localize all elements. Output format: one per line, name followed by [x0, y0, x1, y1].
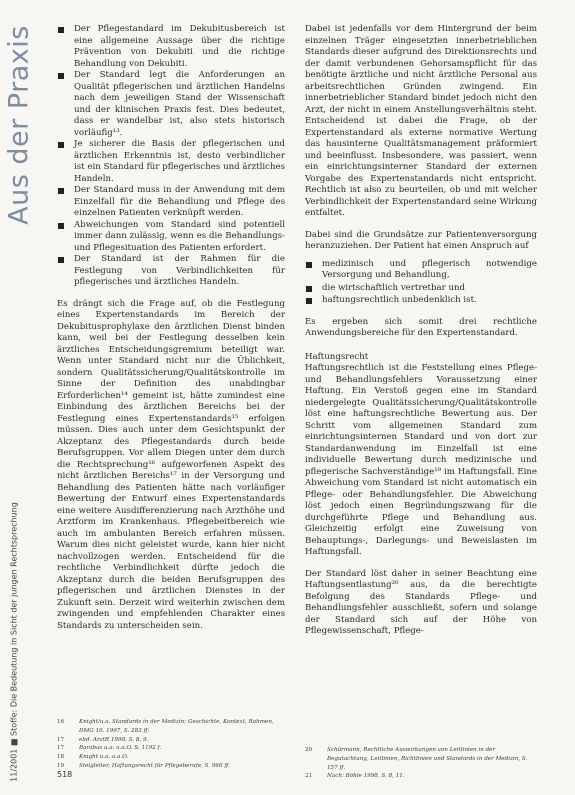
left-footnotes — [57, 718, 285, 771]
body-paragraph: Es ergeben sich somit drei rechtliche Anwendungsbereiche für den Expertenstandard. — [305, 316, 537, 338]
list-item: Der Standard ist der Rahmen für die Festlegung von Verbindlichkeiten für pflegerisches und ärztliches Handeln. — [57, 254, 285, 289]
list-item: haftungsrechtlich unbedenklich ist. — [305, 295, 537, 307]
list-item: medizinisch und pflegerisch notwendige Versorgung und Behandlung, — [305, 259, 537, 282]
left-bullet-list — [57, 24, 285, 289]
section-side-title — [2, 25, 36, 225]
right-bullet-list — [305, 259, 537, 307]
footnote: 16 Knight/u.a. Standards in der Medizin: Geschichte, Kontext, Rahmen, DMG 10. 1997, S. 283 ff. — [57, 719, 274, 734]
footnote: 20 Schürmann, Rechtliche Auswirkungen von Leitlinien in der Begutachtung, Leitlinien, Richtlinien und Standards in der Medizin, S. 157 ff. — [305, 747, 528, 771]
right-column — [305, 24, 537, 638]
list-item: Der Standard legt die Anforderungen an Qualität pflegerischen und ärztlichen Handelns nach dem jeweiligen Stand der Wissenschaft und der klinischen Praxis fest. Dies bedeutet, dass er wandelbar ist, also stets historisch vorläufig¹³. — [57, 70, 285, 139]
list-item: die wirtschaftlich vertretbar und — [305, 283, 537, 295]
list-item: Je sicherer die Basis der pflegerischen und ärztlichen Erkenntnis ist, desto verbindlicher ist ein Standard für pflegerisches und ärztliches Handeln. — [57, 139, 285, 185]
footnote: 17 Barabas u.a. a.a.O. S. 1192 f. — [57, 745, 162, 752]
left-column — [57, 24, 285, 632]
right-footnotes — [305, 746, 537, 781]
body-paragraph: Es drängt sich die Frage auf, ob die Festlegung eines Expertenstandards im Bereich der Dekubitusprophylaxe den ärztlichen Dienst binden kann, weil bei der Festlegung desselben kein ärztliches Entscheidungsgremium beteiligt war. Wenn unter Standard nicht nur die Üblichkeit, sondern Qualitätssicherung/Qualitätskontrolle im Sinne der Definition des unabdingbar Erforderlichen¹⁴ gemeint ist, hätte zumindest eine Einbindung des ärztlichen Bereichs bei der Festlegung eines Expertenstandards¹⁵ erfolgen müssen. Dies auch unter dem Gesichtspunkt der Akzeptanz des Pflegestandards durch beide Berufsgruppen. Vor allem Diegen unter dem durch die Rechtsprechung¹⁶ aufgeworfenen Aspekt des nicht ärztlichen Bereichs¹⁷ in der Versorgung und Behandlung des Patienten hätte nach vorläufiger Bewertung der Entwurf eines Expertenstandards eine weitere Ausdifferenzierung nach Arzthöhe und Arztform im Krankenhaus. Pflegebeitbereich wie auch im ambulanten Bereich erfahren müssen. Warum dies nicht geleistet wurde, kann hier nicht nachvollzogen werden. Entscheidend für die rechtliche Verbindlichkeit dürfte jedoch die Akzeptanz durch die beiden Berufsgruppen des pflegerischen und ärztlichen Dienstes in der Zukunft sein. Derzeit wird weiterhin zwischen dem zwingenden und empfehlenden Charakter eines Standards zu unterscheiden sein. — [57, 298, 285, 631]
footnote: 19 Steigleiter, Haftungsrecht für Pflegeberufe, S. 960 ff. — [57, 762, 231, 769]
list-item: Abweichungen vom Standard sind potentiell immer dann zulässig, wenn es die Behandlungs- und Pflegesituation des Patienten erfordert. — [57, 220, 285, 255]
body-paragraph: Der Standard löst daher in seiner Beachtung eine Haftungsentlastung²⁰ aus, da die berechtigte Befolgung des Standards Pflege- und Behandlungsfehler ausschließt, sofern und solange der Standard sich auf der Höhe von Pflegewissenschaft, Pflege- — [305, 568, 537, 636]
section-heading: Haftungsrecht — [305, 351, 369, 362]
footnote: 18 Knight u.a. a.a.O. — [57, 754, 129, 761]
body-paragraph: Dabei sind die Grundsätze zur Patientenversorgung heranzuziehen. Der Patient hat einen Anspruch auf — [305, 229, 537, 251]
body-paragraph: Haftungsrechtlich ist die Feststellung eines Pflege- und Behandlungsfehlers Voraussetzung einer Haftung. Ein Verstoß gegen eine im Standard niedergelegte Qualitätssicherung/Qualitätskontrolle löst eine haftungsrechtliche Bewertung aus. Der Schritt vom allgemeinen Standard zum einrichtungsinternen Standard und von dort zur Standardanwendung im Einzelfall ist eine individuelle Bewertung durch medizinische und pflegerische Sachverständige¹⁹ im Haftungsfall. Eine Abweichung vom Standard ist nicht automatisch ein Pflege- oder Behandlungsfehler. Die Abweichung löst jedoch einen Begründungszwang für die durchgeführte Pflege und Behandlung aus. Gleichzeitig erfolgt eine Zuweisung von Behauptungs-, Darlegungs- und Beweislasten im Haftungsfall. — [305, 363, 537, 557]
list-item: Der Standard muss in der Anwendung mit dem Einzelfall für die Behandlung und Pflege des einzelnen Patienten verknüpft werden. — [57, 185, 285, 220]
footnote: 17 ebd. ArztR 1998, S. 8, 9. — [57, 736, 149, 743]
body-paragraph: Dabei ist jedenfalls vor dem Hintergrund der beim einzelnen Träger eingesetzten innerbetrieblichen Standards dieser aufgrund des Direktionsrechts und der damit verbundenen Gehorsamspflicht für das benötigte ärztliche und nicht ärztliche Personal aus arbeitsrechtlichen Gründen zwingend. Ein innerbetrieblicher Standard bindet jedoch nicht den Arzt, der nicht in einem Anstellungsverhältnis steht. Entscheidend ist dabei die Frage, ob der Expertenstandard als externe normative Wertung das hausinterne Qualitätsmanagement präformiert und beeinflusst. Insbesondere, was passiert, wenn ein einrichtungsinterner Standard der externen Vorgabe des Expertenstandards nicht entspricht. Rechtlich ist also zu beurteilen, ob und mit welcher Verbindlichkeit der Expertenstandard seine Wirkung entfaltet. — [305, 24, 537, 218]
page-number: 518 — [57, 770, 73, 779]
footnote: 21 Nach: Böhle 1998, S. 8, 11. — [305, 773, 405, 780]
list-item: Der Pflegestandard im Dekubitusbereich ist eine allgemeine Aussage über die richtige Prävention von Dekubiti und die richtige Behandlung von Dekubiti. — [57, 24, 285, 70]
section-side-title-text: Aus der Praxis — [3, 25, 35, 225]
journal-side-caption-text: 11/2001 ■ Stoffe: Die Bedeutung in Sicht der jungen Rechtsprechung — [9, 502, 19, 782]
journal-side-caption — [6, 502, 22, 782]
